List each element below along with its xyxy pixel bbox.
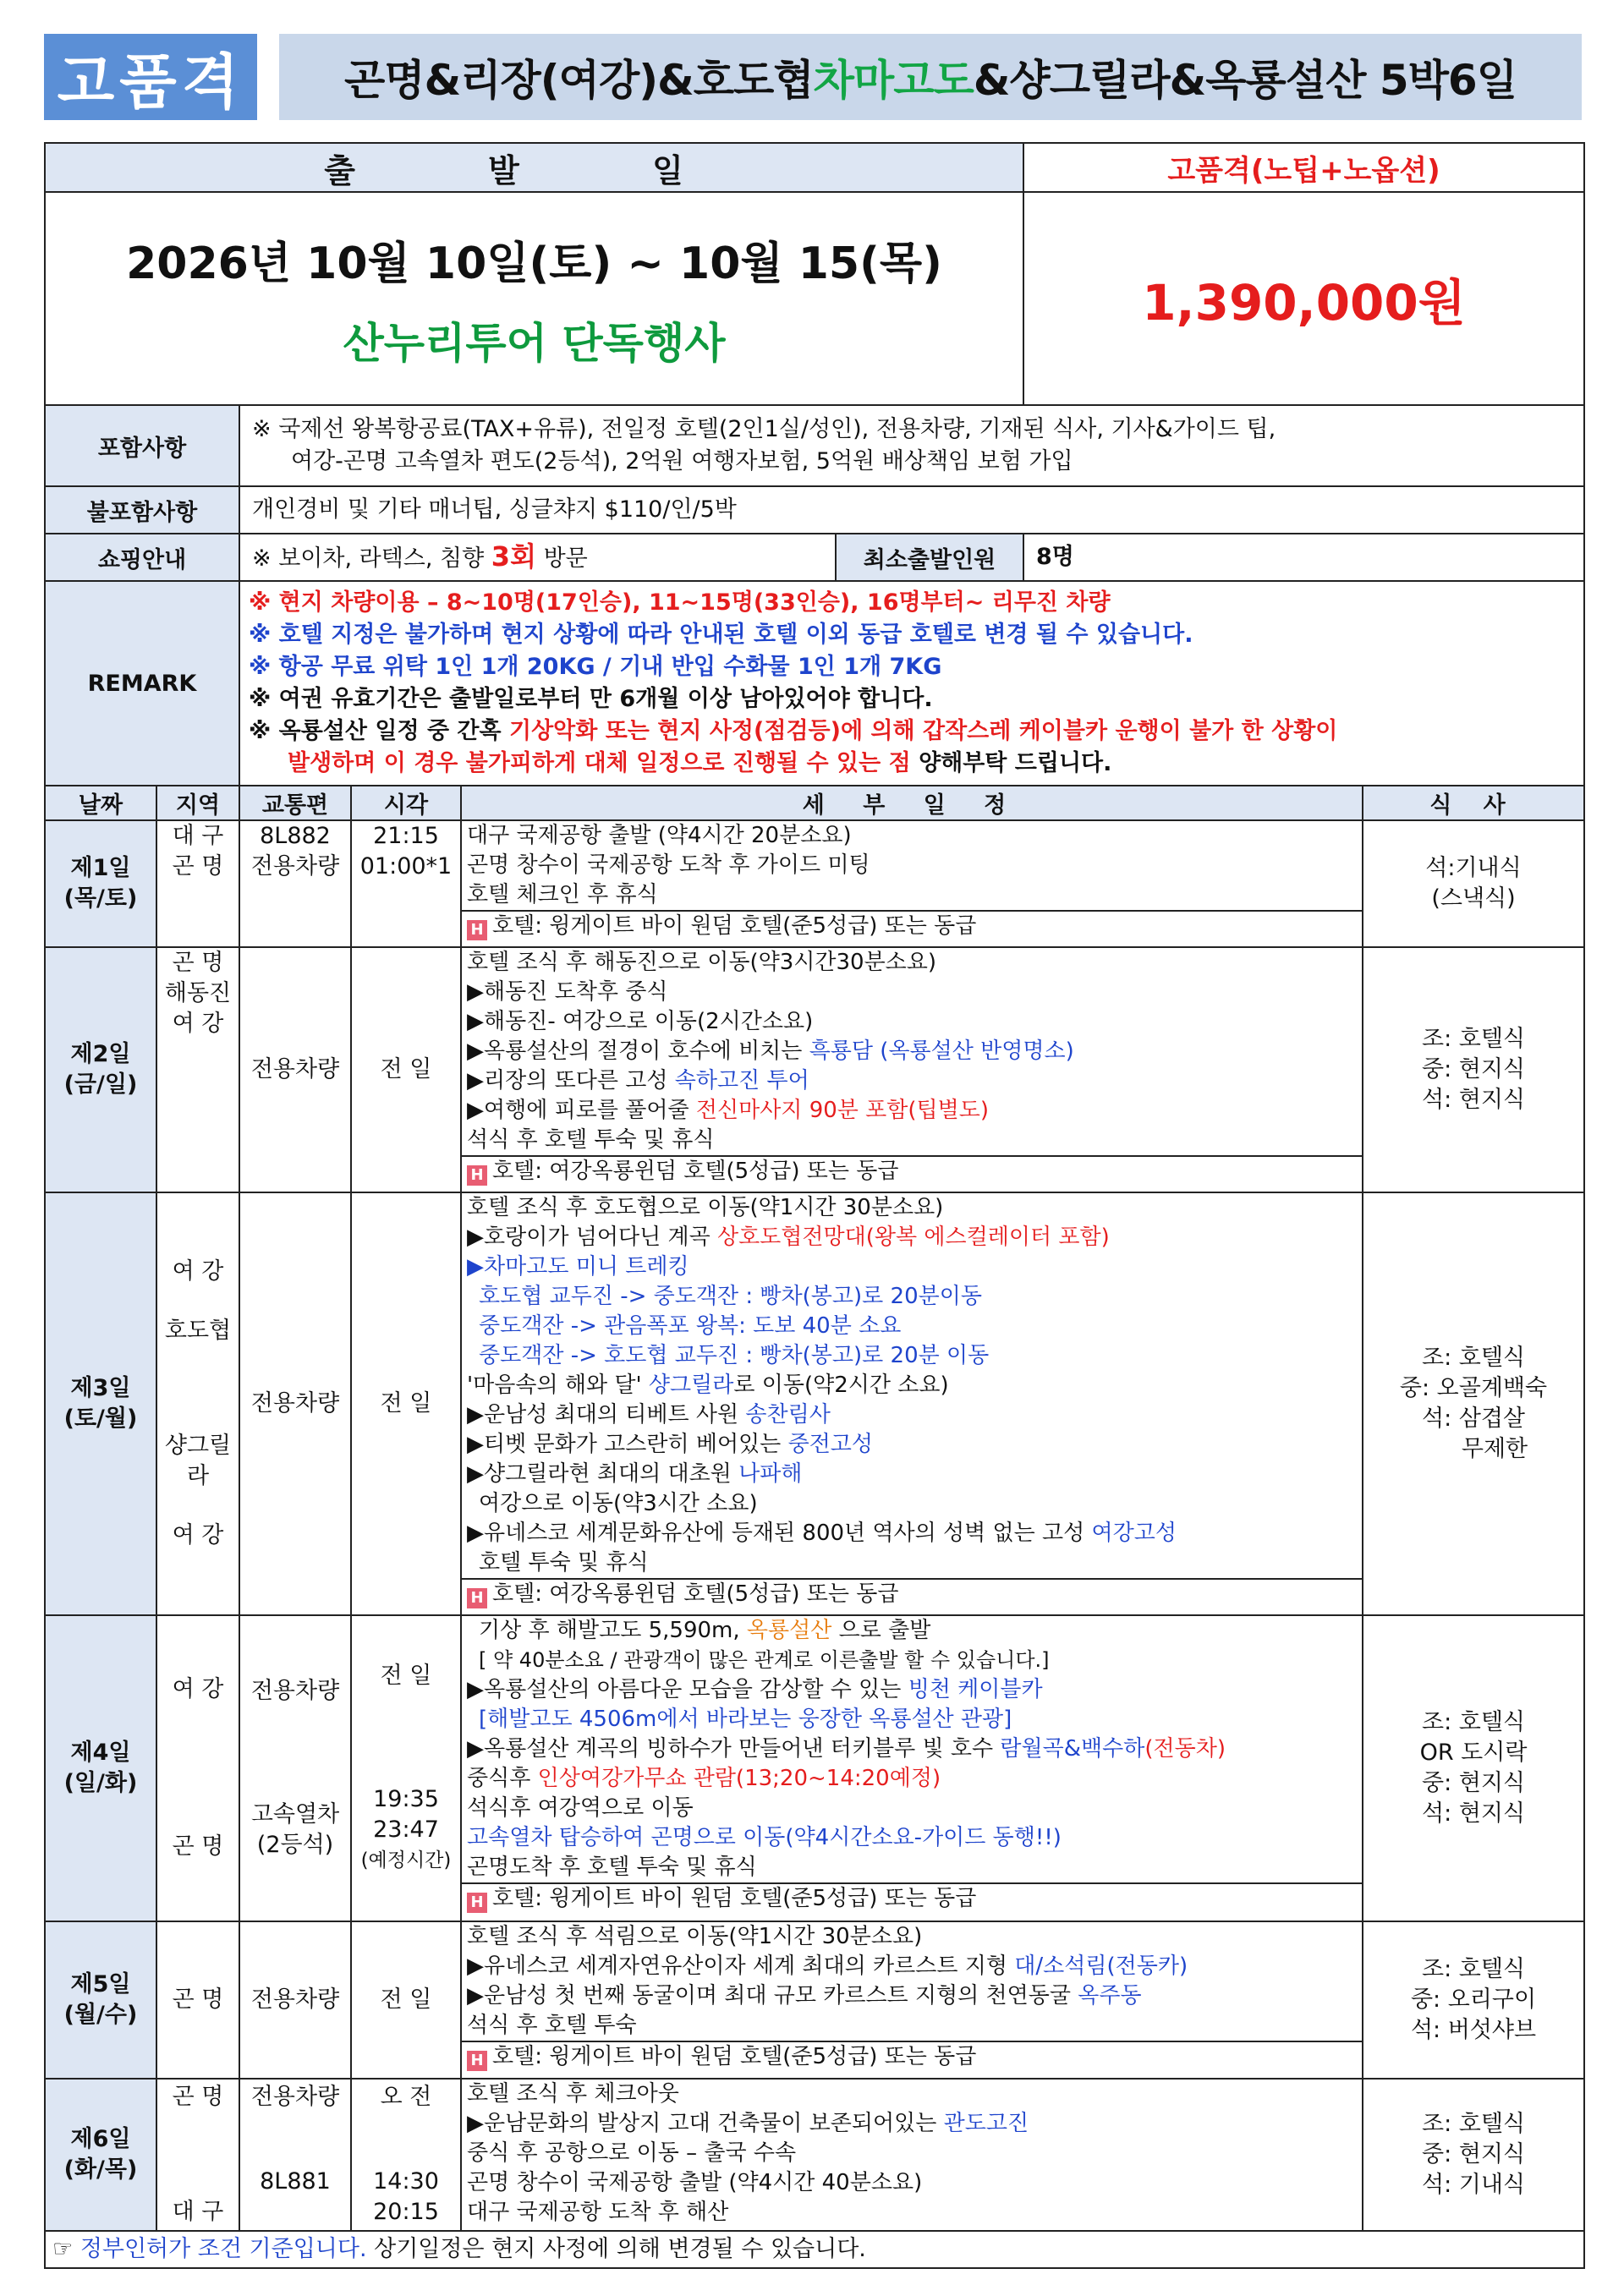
pointing-hand-icon: ☞ xyxy=(52,2236,74,2262)
transport: 고속열차 xyxy=(250,1801,340,1827)
remark-vehicle: ※ 현지 차량이용 – 8~10명(17인승), 11~15명(33인승), 16명부터~ 리무진 차량 xyxy=(249,589,1111,616)
meal: 조: 호텔식 xyxy=(1421,2111,1525,2137)
time: 21:15 xyxy=(373,823,439,849)
hotel-text: 호텔: 윙게이트 바이 원덤 호텔(준5성급) 또는 동급 xyxy=(492,2044,977,2069)
meal: 석: 기내식 xyxy=(1421,2172,1525,2198)
col-transport: 교통편 xyxy=(239,786,351,820)
transport: 전용차량 xyxy=(250,1678,340,1704)
schedule-line: 호텔 조식 후 호도협으로 이동(약1시간 30분소요) xyxy=(467,1195,944,1220)
schedule-line: 호텔 체크인 후 휴식 xyxy=(467,882,658,907)
highlight: 인상여강가무쇼 관람(13;20~14:20예정) xyxy=(537,1766,941,1791)
schedule-line: 석식 후 호텔 투숙 및 휴식 xyxy=(467,1127,715,1153)
day-row-3 xyxy=(45,1192,1584,1615)
day-weekday: (화/목) xyxy=(63,2156,138,2183)
hotel-icon: H xyxy=(467,920,487,940)
meal: 중: 현지식 xyxy=(1421,1056,1525,1082)
schedule-line: 호텔 조식 후 석림으로 이동(약1시간 30분소요) xyxy=(467,1924,923,1949)
footnote-row xyxy=(45,2231,1584,2268)
remark-label: REMARK xyxy=(45,581,239,786)
time-cell: 전 일 xyxy=(351,1921,461,2079)
day-row-4 xyxy=(45,1615,1584,1921)
highlight: 속하고진 투어 xyxy=(674,1068,809,1093)
hotel-icon: H xyxy=(467,1893,487,1913)
schedule-line: [해발고도 4506m에서 바라보는 웅장한 옥룡설산 관광] xyxy=(479,1707,1012,1732)
region: 대 구 xyxy=(172,823,224,849)
transport: (2등석) xyxy=(256,1832,334,1858)
schedule-line: 곤명 창수이 국제공항 출발 (약4시간 40분소요) xyxy=(467,2170,923,2195)
shopping-text-end: 방문 xyxy=(543,545,588,572)
footnote-blue: 정부인허가 조건 기준입니다. xyxy=(80,2236,367,2262)
day-label xyxy=(45,1921,156,2079)
day-label xyxy=(45,820,156,947)
text: 으로 출발 xyxy=(838,1618,931,1643)
hotel-icon: H xyxy=(467,2051,487,2071)
day-number: 제6일 xyxy=(70,2126,131,2152)
included-line-2: 여강-곤명 고속열차 편도(2등석), 2억원 여행자보험, 5억원 배상책임 보험 가입 xyxy=(291,448,1073,474)
day-label xyxy=(45,1192,156,1615)
schedule-line xyxy=(462,2109,1362,2139)
departure-label: 출 발 일 xyxy=(45,143,1023,192)
highlight: (전동차) xyxy=(1144,1736,1226,1762)
time-cell xyxy=(351,820,461,947)
highlight: 관도고진 xyxy=(943,2111,1029,2136)
remark-cablecar-2a: 발생하며 이 경우 불가피하게 대체 일정으로 진행될 수 있는 점 xyxy=(288,750,911,776)
schedule-line: 대구 국제공항 도착 후 해산 xyxy=(467,2200,729,2225)
schedule-line: 곤명도착 후 호텔 투숙 및 휴식 xyxy=(467,1855,757,1880)
schedule-cell xyxy=(461,947,1363,1192)
included-label: 포함사항 xyxy=(45,405,239,486)
highlight: 옥룡설산 xyxy=(746,1618,832,1643)
day-number: 제3일 xyxy=(70,1375,131,1401)
meal: 석: 삼겹살 xyxy=(1421,1406,1525,1432)
remark-baggage: ※ 항공 무료 위탁 1인 1개 20KG / 기내 반입 수화물 1인 1개 7KG xyxy=(249,654,942,680)
schedule-line xyxy=(462,1519,1362,1548)
day-row-2 xyxy=(45,947,1584,1192)
schedule-line: [ 약 40분소요 / 관광객이 많은 관계로 이른출발 할 수 있습니다.] xyxy=(479,1648,1050,1672)
highlight: 송찬림사 xyxy=(745,1402,831,1427)
text: ▶옥룡설산의 아름다운 모습을 감상할 수 있는 xyxy=(467,1677,902,1702)
min-people-value: 8명 xyxy=(1023,534,1584,581)
remark-cablecar-2 xyxy=(249,748,1575,780)
schedule-line: 호텔 조식 후 체크아웃 xyxy=(467,2081,679,2107)
meal: 석: 현지식 xyxy=(1421,1087,1525,1113)
remark-cablecar-2b: 양해부탁 드립니다. xyxy=(919,750,1112,776)
highlight: 여강고성 xyxy=(1091,1521,1177,1546)
agency-name: 산누리투어 단독행사 xyxy=(343,318,726,368)
day-number: 제2일 xyxy=(70,1041,131,1067)
included-line-1: ※ 국제선 왕복항공료(TAX+유류), 전일정 호텔(2인1실/성인), 전용차량, 기재된 식사, 기사&가이드 팁, xyxy=(252,416,1276,442)
meal-cell xyxy=(1363,2079,1584,2231)
meal-cell xyxy=(1363,1192,1584,1615)
hotel-text: 호텔: 여강옥룡윈덤 호텔(5성급) 또는 동급 xyxy=(492,1159,899,1184)
meal-cell xyxy=(1363,947,1584,1192)
schedule-line: 중도객잔 -> 관음폭포 왕복: 도보 40분 소요 xyxy=(479,1313,902,1339)
highlight: 전신마사지 90분 포함(팁별도) xyxy=(695,1098,990,1123)
time-cell: 전 일 xyxy=(351,947,461,1192)
meal: 석: 버섯샤브 xyxy=(1410,2017,1537,2043)
highlight: 옥주동 xyxy=(1078,1983,1142,2008)
time-cell xyxy=(351,1615,461,1921)
hotel-line xyxy=(462,2041,1362,2072)
schedule-line xyxy=(462,1764,1362,1794)
highlight: 나파해 xyxy=(738,1461,803,1487)
text: ▶유네스코 세계자연유산이자 세계 최대의 카르스트 지형 xyxy=(467,1954,1007,1979)
highlight: 대/소석림(전동카) xyxy=(1014,1954,1188,1979)
schedule-line: ▶해동진- 여강으로 이동(2시간소요) xyxy=(467,1009,814,1034)
hotel-icon: H xyxy=(467,1588,487,1608)
text: 중식후 xyxy=(467,1766,531,1791)
text: ▶옥룡설산의 절경이 호수에 비치는 xyxy=(467,1038,803,1064)
text: ▶호랑이가 넘어다닌 계곡 xyxy=(467,1225,710,1250)
schedule-line: 대구 국제공항 출발 (약4시간 20분소요) xyxy=(467,823,852,848)
schedule-cell xyxy=(461,2079,1363,2231)
region: 여 강 xyxy=(172,1011,224,1037)
col-time: 시각 xyxy=(351,786,461,820)
col-region: 지역 xyxy=(156,786,239,820)
remark-hotel: ※ 호텔 지정은 불가하며 현지 상황에 따라 안내된 호텔 이외 동급 호텔로 변경 될 수 있습니다. xyxy=(249,622,1193,648)
schedule-line xyxy=(462,1371,1362,1400)
schedule-cell xyxy=(461,1921,1363,2079)
text: ▶운남성 최대의 티베트 사원 xyxy=(467,1402,739,1427)
highlight: 빙천 케이블카 xyxy=(908,1677,1043,1702)
region: 샹그릴라 xyxy=(164,1433,232,1489)
day-weekday: (일/화) xyxy=(63,1770,138,1796)
price-label: 고품격(노팁+노옵션) xyxy=(1023,143,1584,192)
schedule-line xyxy=(462,1223,1362,1252)
region: 곤 명 xyxy=(172,950,224,976)
time: 오 전 xyxy=(380,2084,432,2110)
region-cell xyxy=(156,947,239,1192)
region-cell: 곤 명 xyxy=(156,1921,239,2079)
schedule-line: 여강으로 이동(약3시간 소요) xyxy=(479,1491,758,1516)
day-row-6 xyxy=(45,2079,1584,2231)
schedule-line: 호도협 교두진 -> 중도객잔 : 빵차(봉고)로 20분이동 xyxy=(479,1284,982,1309)
region-cell xyxy=(156,2079,239,2231)
region-cell xyxy=(156,820,239,947)
text: ▶리장의 또다른 고성 xyxy=(467,1068,668,1093)
transport-cell: 전용차량 xyxy=(239,947,351,1192)
itinerary-table xyxy=(44,785,1585,2269)
time: 20:15 xyxy=(373,2199,439,2225)
schedule-cell xyxy=(461,1192,1363,1615)
time: 전 일 xyxy=(380,1663,432,1689)
transport-cell xyxy=(239,1615,351,1921)
flight-number: 8L881 xyxy=(260,2168,331,2195)
region: 대 구 xyxy=(172,2199,224,2225)
grade-badge: 고품격 xyxy=(44,34,257,120)
time: 01:00*1 xyxy=(359,853,453,879)
schedule-line xyxy=(462,1400,1362,1430)
region-cell xyxy=(156,1615,239,1921)
hotel-line xyxy=(462,1882,1362,1914)
col-meal: 식 사 xyxy=(1363,786,1584,820)
schedule-line: ▶차마고도 미니 트레킹 xyxy=(467,1254,689,1280)
transport-cell xyxy=(239,820,351,947)
highlight: 샹그릴라 xyxy=(648,1373,734,1398)
meal: 조: 호텔식 xyxy=(1421,1026,1525,1052)
schedule-line: 호텔 조식 후 해동진으로 이동(약3시간30분소요) xyxy=(467,950,937,975)
day-row-5 xyxy=(45,1921,1584,2079)
day-weekday: (토/월) xyxy=(63,1406,138,1432)
time: 23:47 xyxy=(373,1817,439,1843)
meal: 중: 오골계백숙 xyxy=(1399,1375,1548,1401)
text: ▶운남문화의 발상지 고대 건축물이 보존되어있는 xyxy=(467,2111,937,2136)
shopping-cell xyxy=(239,534,836,581)
hotel-icon: H xyxy=(467,1165,487,1186)
day-weekday: (월/수) xyxy=(63,2002,138,2028)
time-cell xyxy=(351,2079,461,2231)
departure-dates-cell xyxy=(45,192,1023,405)
schedule-cell xyxy=(461,1615,1363,1921)
text: ▶티벳 문화가 고스란히 베어있는 xyxy=(467,1432,782,1457)
schedule-line: 곤명 창수이 국제공항 도착 후 가이드 미팅 xyxy=(467,852,870,878)
hotel-text: 호텔: 윙게이트 바이 원덤 호텔(준5성급) 또는 동급 xyxy=(492,1886,977,1911)
flight-number: 8L882 xyxy=(260,823,331,849)
schedule-line: 중식 후 공항으로 이동 – 출국 수속 xyxy=(467,2140,797,2166)
schedule-line xyxy=(462,1430,1362,1460)
schedule-line xyxy=(462,1675,1362,1705)
region: 곤 명 xyxy=(172,2084,224,2110)
schedule-line xyxy=(462,1066,1362,1096)
region: 여 강 xyxy=(172,1258,224,1285)
region: 호도협 xyxy=(164,1318,232,1344)
day-label xyxy=(45,1615,156,1921)
meal: 중: 현지식 xyxy=(1421,1770,1525,1796)
meal: 조: 호텔식 xyxy=(1421,1345,1525,1371)
remark-cell xyxy=(239,581,1584,786)
tour-title xyxy=(279,34,1582,120)
time: 14:30 xyxy=(373,2168,439,2195)
highlight: 중전고성 xyxy=(787,1432,874,1457)
highlight: 람월곡&백수하 xyxy=(1000,1736,1145,1762)
text: ▶여행에 피로를 풀어줄 xyxy=(467,1098,689,1123)
departure-table xyxy=(44,142,1585,406)
text: '마음속의 해와 달' xyxy=(467,1373,642,1398)
day-row-1 xyxy=(45,820,1584,947)
hotel-line xyxy=(462,1578,1362,1609)
highlight: 상호도협전망대(왕복 에스컬레이터 포함) xyxy=(716,1225,1110,1250)
region: 곤 명 xyxy=(172,1833,224,1860)
transport-cell: 전용차량 xyxy=(239,1921,351,2079)
hotel-line xyxy=(462,1155,1362,1186)
schedule-line xyxy=(462,1981,1362,2011)
text: ▶운남성 첫 번째 동굴이며 최대 규모 카르스트 지형의 천연동굴 xyxy=(467,1983,1072,2008)
time: 19:35 xyxy=(373,1786,439,1812)
schedule-line xyxy=(462,1616,1362,1646)
remark-passport: ※ 여권 유효기간은 출발일로부터 만 6개월 이상 남아있어야 합니다. xyxy=(249,686,933,712)
meal-cell xyxy=(1363,820,1584,947)
highlight: 흑룡담 (옥룡설산 반영명소) xyxy=(809,1038,1074,1064)
schedule-line: ▶해동진 도착후 중식 xyxy=(467,979,668,1005)
time-note: (예정시간) xyxy=(360,1849,452,1871)
region: 해동진 xyxy=(164,980,232,1006)
meal: 조: 호텔식 xyxy=(1421,1956,1525,1982)
footnote-text: 상기일정은 현지 사정에 의해 변경될 수 있습니다. xyxy=(374,2236,866,2262)
text: ▶샹그릴라현 최대의 대초원 xyxy=(467,1461,732,1487)
tour-price: 1,390,000원 xyxy=(1023,192,1584,405)
excluded-label: 불포함사항 xyxy=(45,486,239,534)
day-number: 제1일 xyxy=(70,855,131,881)
transport-cell: 전용차량 xyxy=(239,1192,351,1615)
title-part-2: 차마고도 xyxy=(813,56,974,105)
time-cell: 전 일 xyxy=(351,1192,461,1615)
meal: OR 도시락 xyxy=(1419,1740,1528,1766)
text: ▶유네스코 세계문화유산에 등재된 800년 역사의 성벽 없는 고성 xyxy=(467,1521,1085,1546)
col-schedule: 세 부 일 정 xyxy=(461,786,1363,820)
schedule-line xyxy=(462,1734,1362,1764)
hotel-line xyxy=(462,910,1362,941)
meal: 조: 호텔식 xyxy=(1421,1709,1525,1735)
region: 곤 명 xyxy=(172,853,224,879)
meal: (스낵식) xyxy=(1431,885,1516,912)
meal: 중: 현지식 xyxy=(1421,2141,1525,2167)
schedule-line xyxy=(462,1460,1362,1489)
day-number: 제4일 xyxy=(70,1740,131,1766)
footnote xyxy=(45,2231,1584,2268)
region: 여 강 xyxy=(172,1522,224,1548)
included-cell xyxy=(239,405,1584,486)
schedule-line: 호텔 투숙 및 휴식 xyxy=(479,1550,649,1575)
shopping-label: 쇼핑안내 xyxy=(45,534,239,581)
day-weekday: (목/토) xyxy=(63,885,138,912)
shopping-count: 3회 xyxy=(491,540,536,573)
schedule-line xyxy=(462,1037,1362,1066)
meal-cell xyxy=(1363,1921,1584,2079)
hotel-text: 호텔: 윙게이트 바이 원덤 호텔(준5성급) 또는 동급 xyxy=(492,913,977,939)
title-part-1: 곤명&리장(여강)&호도협 xyxy=(343,56,814,105)
meal: 중: 오리구이 xyxy=(1410,1986,1537,2013)
schedule-line xyxy=(462,1952,1362,1981)
text: 기상 후 해발고도 5,590m, xyxy=(479,1618,740,1643)
col-date: 날짜 xyxy=(45,786,156,820)
schedule-line: 고속열차 탑승하여 곤명으로 이동(약4시간소요-가이드 동행!!) xyxy=(467,1825,1062,1850)
schedule-line xyxy=(462,1096,1362,1126)
schedule-line: 석식 후 호텔 투숙 xyxy=(467,2013,637,2038)
region-cell xyxy=(156,1192,239,1615)
day-label xyxy=(45,947,156,1192)
text: 로 이동(약2시간 소요) xyxy=(733,1373,949,1398)
day-label xyxy=(45,2079,156,2231)
schedule-cell xyxy=(461,820,1363,947)
remark-cablecar-1a: ※ 옥룡설산 일정 중 간혹 xyxy=(249,718,502,744)
info-table xyxy=(44,404,1585,786)
title-part-3: &샹그릴라&옥룡설산 5박6일 xyxy=(973,56,1517,105)
schedule-line: 중도객잔 -> 호도협 교두진 : 빵차(봉고)로 20분 이동 xyxy=(479,1343,990,1368)
day-number: 제5일 xyxy=(70,1971,131,1997)
meal: 무제한 xyxy=(1461,1436,1528,1462)
schedule-line: 석식후 여강역으로 이동 xyxy=(467,1795,694,1821)
tour-document xyxy=(44,142,1583,2273)
hotel-text: 호텔: 여강옥룡윈덤 호텔(5성급) 또는 동급 xyxy=(492,1581,899,1607)
meal-cell xyxy=(1363,1615,1584,1921)
departure-dates: 2026년 10월 10일(토) ~ 10월 15(목) xyxy=(126,238,942,289)
day-weekday: (금/일) xyxy=(63,1071,138,1098)
shopping-text: ※ 보이차, 라텍스, 침향 xyxy=(252,545,485,572)
region: 여 강 xyxy=(172,1676,224,1702)
remark-cablecar-1b: 기상악화 또는 현지 사정(점검등)에 의해 갑작스레 케이블카 운행이 불가 한 상황이 xyxy=(509,718,1338,744)
transport: 전용차량 xyxy=(250,2084,340,2110)
transport-cell xyxy=(239,2079,351,2231)
meal: 석:기내식 xyxy=(1425,855,1522,881)
min-people-label: 최소출발인원 xyxy=(836,534,1023,581)
remark-cablecar-1 xyxy=(249,715,1575,748)
excluded-text: 개인경비 및 기타 매너팁, 싱글챠지 $110/인/5박 xyxy=(239,486,1584,534)
text: ▶옥룡설산 계곡의 빙하수가 만들어낸 터키블루 빛 호수 xyxy=(467,1736,994,1762)
transport: 전용차량 xyxy=(250,853,340,879)
meal: 석: 현지식 xyxy=(1421,1800,1525,1827)
